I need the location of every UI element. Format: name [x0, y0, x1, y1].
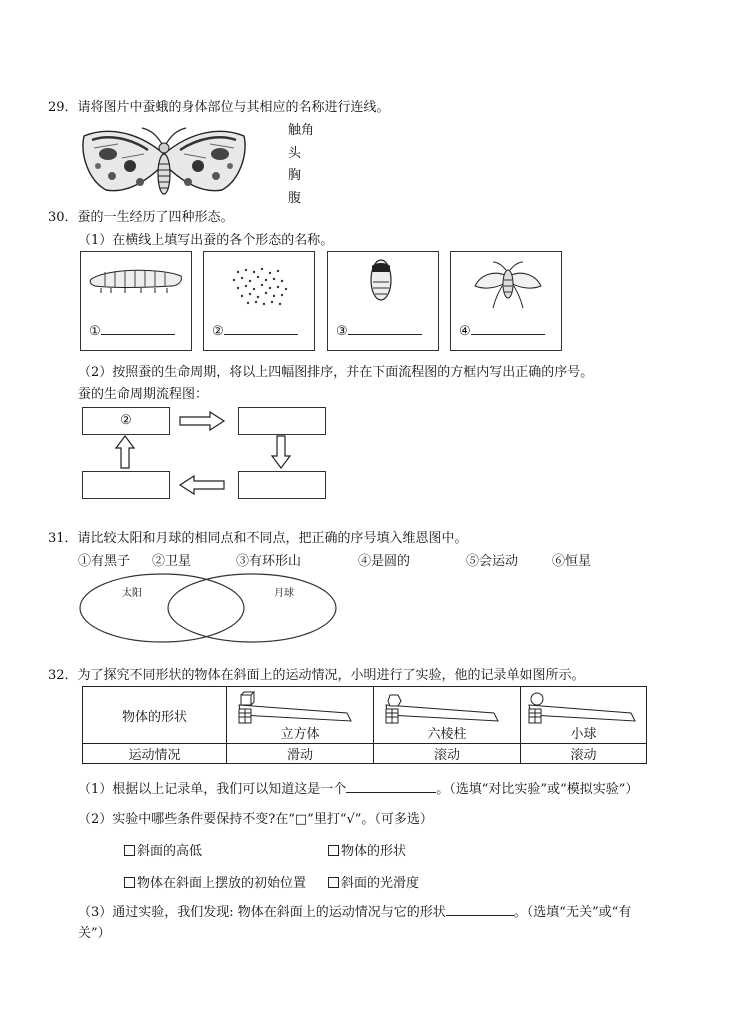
answer-blank-4[interactable] — [471, 334, 545, 335]
label-thorax: 胸 — [288, 168, 302, 183]
option-2: ②卫星 — [152, 554, 192, 569]
panel-label-3: ③ — [336, 324, 422, 339]
panel-label-4: ④ — [459, 324, 545, 339]
record-table — [82, 686, 647, 764]
flow-box-4[interactable] — [82, 471, 170, 499]
arrow-right-icon — [178, 410, 226, 432]
panel-moth — [450, 251, 562, 351]
q32-sub2: （2）实验中哪些条件要保持不变?在“□”里打“√”。（可多选） — [78, 812, 433, 827]
option-6: ⑥恒星 — [552, 554, 592, 569]
answer-blank-1[interactable] — [101, 334, 175, 335]
check-object-shape[interactable]: 物体的形状 — [328, 840, 406, 859]
answer-blank-relation[interactable] — [446, 915, 514, 916]
shape-hexprism-label: 六棱柱 — [427, 727, 467, 742]
cell-ball — [521, 687, 647, 744]
checkbox-icon[interactable] — [124, 877, 135, 888]
table-header-shape: 物体的形状 — [83, 687, 227, 744]
q32-sub3-cont: 关”） — [78, 926, 111, 941]
pupa-icon — [328, 256, 438, 316]
motion-ball: 滚动 — [521, 744, 647, 764]
answer-blank-experiment-type[interactable] — [346, 792, 436, 793]
moth-part-labels — [288, 120, 314, 210]
q32-text: 32．为了探究不同形状的物体在斜面上的运动情况，小明进行了实验，他的记录单如图所示。 — [48, 668, 585, 683]
venn-label-sun: 太阳 — [122, 588, 142, 599]
venn-diagram — [78, 572, 340, 644]
q30-sub2: （2）按照蚕的生命周期，将以上四幅图排序，并在下面流程图的方框内写出正确的序号。 — [78, 365, 594, 380]
panel-label-2: ② — [212, 324, 298, 339]
slope-ball-icon — [521, 689, 646, 727]
shape-ball-label: 小球 — [570, 727, 597, 742]
q29-text: 29．请将图片中蚕蛾的身体部位与其相应的名称进行连线。 — [48, 100, 390, 115]
cell-hexprism — [374, 687, 521, 744]
cell-cube — [227, 687, 374, 744]
label-abdomen: 腹 — [288, 190, 302, 206]
larva-icon — [81, 258, 191, 318]
flow-title: 蚕的生命周期流程图： — [78, 387, 209, 402]
venn-moon-circle — [168, 574, 336, 642]
panel-larva — [80, 251, 192, 351]
panel-eggs — [203, 251, 315, 351]
option-4: ④是圆的 — [358, 554, 411, 569]
silkmoth-icon — [451, 256, 561, 318]
flow-box-1: ② — [82, 407, 170, 435]
answer-blank-2[interactable] — [224, 334, 298, 335]
panel-pupa — [327, 251, 439, 351]
arrow-up-icon — [114, 434, 136, 470]
moth-illustration — [78, 124, 250, 198]
check-slope-smoothness[interactable]: 斜面的光滑度 — [328, 872, 419, 891]
option-1: ①有黑子 — [78, 554, 131, 569]
arrow-down-icon — [270, 434, 292, 470]
answer-blank-3[interactable] — [348, 334, 422, 335]
label-head: 头 — [288, 145, 302, 161]
checkbox-icon[interactable] — [124, 845, 135, 856]
q32-sub1: （1）根据以上记录单，我们可以知道这是一个 。（选填“对比实验”或“模拟实验”） — [78, 782, 639, 797]
flow-box-3[interactable] — [238, 471, 326, 499]
q30-text: 30．蚕的一生经历了四种形态。 — [48, 210, 234, 225]
slope-hexprism-icon — [374, 689, 520, 727]
eggs-icon — [204, 260, 314, 320]
checkbox-icon[interactable] — [328, 877, 339, 888]
label-antenna: 触角 — [288, 123, 315, 138]
arrow-left-icon — [178, 474, 226, 496]
q30-sub1: （1）在横线上填写出蚕的各个形态的名称。 — [78, 233, 334, 248]
slope-cube-icon — [227, 689, 373, 727]
panel-label-1: ① — [89, 324, 175, 339]
option-3: ③有环形山 — [236, 554, 302, 569]
check-slope-height[interactable]: 斜面的高低 — [124, 840, 202, 859]
table-header-motion: 运动情况 — [83, 744, 227, 764]
venn-sun-circle — [80, 574, 244, 642]
shape-cube-label: 立方体 — [280, 727, 320, 742]
venn-label-moon: 月球 — [274, 588, 294, 599]
motion-cube: 滑动 — [227, 744, 374, 764]
checkbox-icon[interactable] — [328, 845, 339, 856]
q32-sub3: （3）通过实验，我们发现: 物体在斜面上的运动情况与它的形状 。（选填“无关”或“有 — [78, 905, 632, 920]
flow-box-2[interactable] — [238, 407, 326, 435]
motion-hexprism: 滚动 — [374, 744, 521, 764]
q31-text: 31．请比较太阳和月球的相同点和不同点，把正确的序号填入维恩图中。 — [48, 531, 468, 546]
option-5: ⑤会运动 — [466, 554, 519, 569]
check-initial-position[interactable]: 物体在斜面上摆放的初始位置 — [124, 872, 306, 891]
